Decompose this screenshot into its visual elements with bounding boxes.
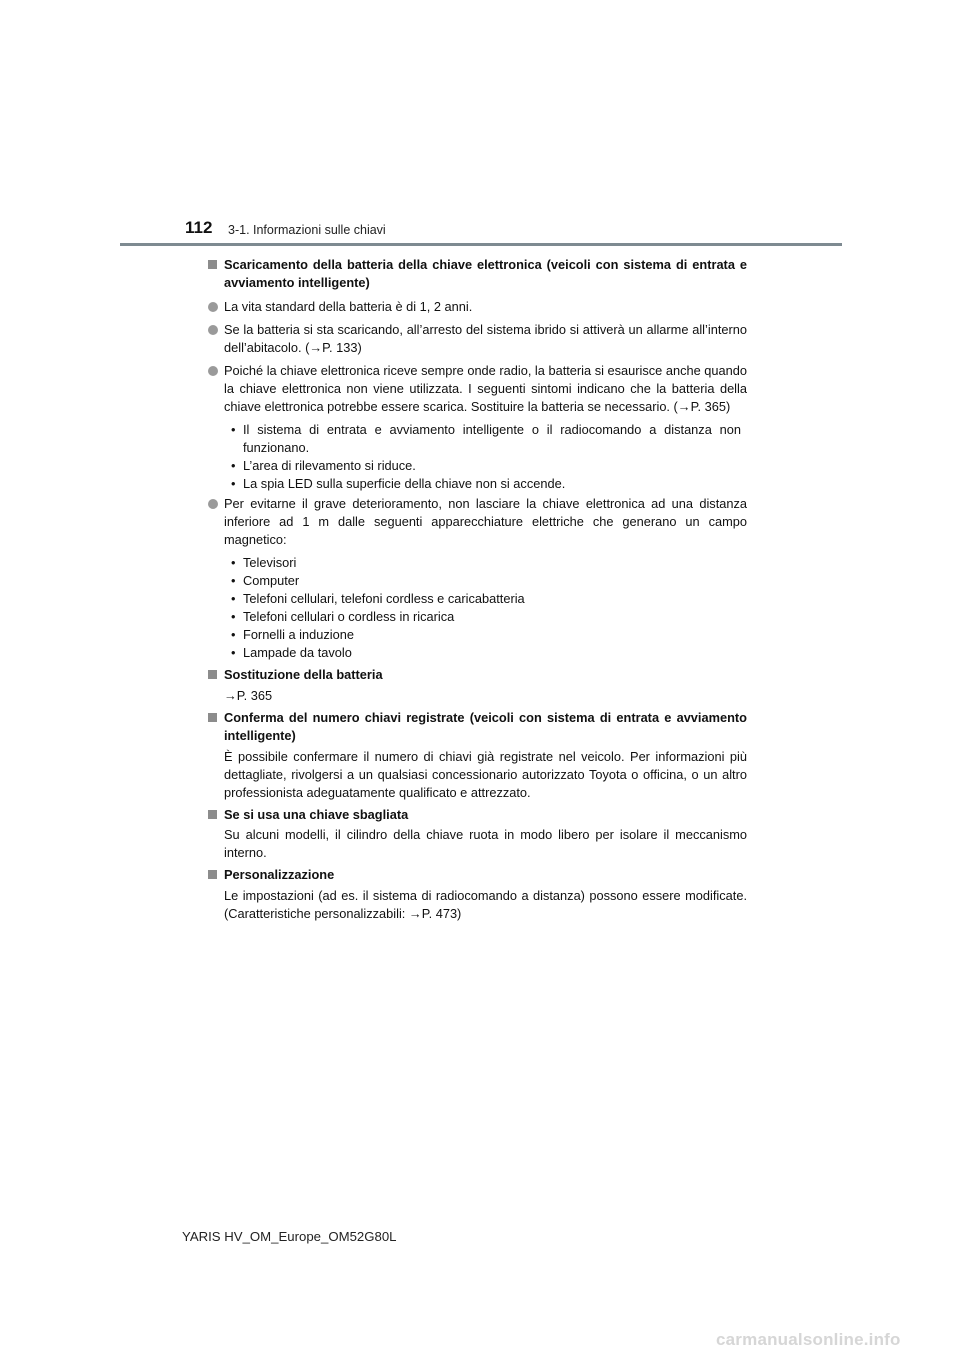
heading-battery-discharge bbox=[207, 256, 747, 292]
sub-list-item bbox=[207, 554, 747, 572]
page-content bbox=[207, 256, 747, 923]
square-bullet-icon bbox=[208, 713, 217, 722]
sub-list-item bbox=[207, 457, 747, 475]
bullet-text: Per evitarne il grave deterioramento, non lasciare la chiave elettronica ad una distanza inferiore ad 1 m dalle seguenti apparecchiature elettriche che generano un campo magnetico: bbox=[224, 496, 747, 547]
heading-customization bbox=[207, 866, 747, 884]
sub-list-text: Telefoni cellulari o cordless in ricarica bbox=[243, 609, 455, 624]
watermark: carmanualsonline.info bbox=[716, 1330, 901, 1349]
sub-list-text: Televisori bbox=[243, 555, 297, 570]
heading-text: Personalizzazione bbox=[224, 867, 335, 882]
heading-text: Se si usa una chiave sbagliata bbox=[224, 807, 409, 822]
bullet-item bbox=[207, 495, 747, 549]
sub-list-text: Lampade da tavolo bbox=[243, 645, 352, 660]
circle-bullet-icon bbox=[208, 499, 218, 509]
bullet-item bbox=[207, 298, 747, 316]
heading-text: Conferma del numero chiavi registrate (veicoli con sistema di entrata e avviamento intelligente) bbox=[224, 710, 747, 743]
dot-marker: • bbox=[231, 573, 236, 588]
dot-marker: • bbox=[231, 422, 236, 437]
sub-list-text: Telefoni cellulari, telefoni cordless e caricabatteria bbox=[243, 591, 525, 606]
sub-list-text: Il sistema di entrata e avviamento intelligente o il radiocomando a distanza non funzionano. bbox=[243, 422, 741, 455]
header-rule bbox=[120, 243, 842, 246]
sub-list-item bbox=[207, 608, 747, 626]
dot-marker: • bbox=[231, 609, 236, 624]
sub-list-item bbox=[207, 626, 747, 644]
dot-marker: • bbox=[231, 458, 236, 473]
page-number: 112 bbox=[185, 218, 213, 237]
dot-marker: • bbox=[231, 555, 236, 570]
sub-list-text: L’area di rilevamento si riduce. bbox=[243, 458, 416, 473]
dot-marker: • bbox=[231, 476, 236, 491]
square-bullet-icon bbox=[208, 260, 217, 269]
square-bullet-icon bbox=[208, 810, 217, 819]
sub-list-item bbox=[207, 590, 747, 608]
circle-bullet-icon bbox=[208, 325, 218, 335]
bullet-item bbox=[207, 321, 747, 357]
sub-list-item bbox=[207, 421, 747, 457]
page-reference: →P. 365 bbox=[224, 688, 273, 703]
sub-list-item bbox=[207, 644, 747, 662]
square-bullet-icon bbox=[208, 670, 217, 679]
heading-wrong-key bbox=[207, 806, 747, 824]
section-title: 3-1. Informazioni sulle chiavi bbox=[228, 223, 386, 237]
heading-text: Scaricamento della batteria della chiave elettronica (veicoli con sistema di entrata e avviamento intelligente) bbox=[224, 257, 747, 290]
dot-marker: • bbox=[231, 591, 236, 606]
bullet-text: La vita standard della batteria è di 1, 2 anni. bbox=[224, 299, 473, 314]
sub-list-text: Fornelli a induzione bbox=[243, 627, 354, 642]
body-paragraph: È possibile confermare il numero di chiavi già registrate nel veicolo. Per informazioni più dettagliate, rivolgersi a un qualsiasi concessionario autorizzato Toyota o officina, o un altro professionista adeguatamente qualificato e attrezzato. bbox=[224, 749, 747, 800]
body-paragraph: Su alcuni modelli, il cilindro della chiave ruota in modo libero per isolare il meccanismo interno. bbox=[224, 827, 747, 860]
bullet-text: Se la batteria si sta scaricando, all’arresto del sistema ibrido si attiverà un allarme all’interno dell’abitacolo. (→P. 133) bbox=[224, 322, 747, 355]
circle-bullet-icon bbox=[208, 366, 218, 376]
heading-text: Sostituzione della batteria bbox=[224, 667, 383, 682]
bullet-text: Poiché la chiave elettronica riceve sempre onde radio, la batteria si esaurisce anche quando la chiave elettronica non viene utilizzata. I seguenti sintomi indicano che la batteria della chiave elettronica potrebbe essere scarica. Sostituire la batteria se necessario. (→P. 365) bbox=[224, 363, 747, 414]
body-paragraph: Le impostazioni (ad es. il sistema di radiocomando a distanza) possono essere modificate. (Caratteristiche personalizzabili: →P. 473) bbox=[224, 888, 747, 921]
sub-list-item bbox=[207, 572, 747, 590]
sub-list-text: La spia LED sulla superficie della chiave non si accende. bbox=[243, 476, 566, 491]
heading-battery-replacement bbox=[207, 666, 747, 684]
sub-list-text: Computer bbox=[243, 573, 300, 588]
footer-doc-id: YARIS HV_OM_Europe_OM52G80L bbox=[182, 1229, 397, 1244]
dot-marker: • bbox=[231, 627, 236, 642]
dot-marker: • bbox=[231, 645, 236, 660]
sub-list-item bbox=[207, 475, 747, 493]
circle-bullet-icon bbox=[208, 302, 218, 312]
bullet-item bbox=[207, 362, 747, 416]
heading-registered-keys bbox=[207, 709, 747, 745]
square-bullet-icon bbox=[208, 870, 217, 879]
